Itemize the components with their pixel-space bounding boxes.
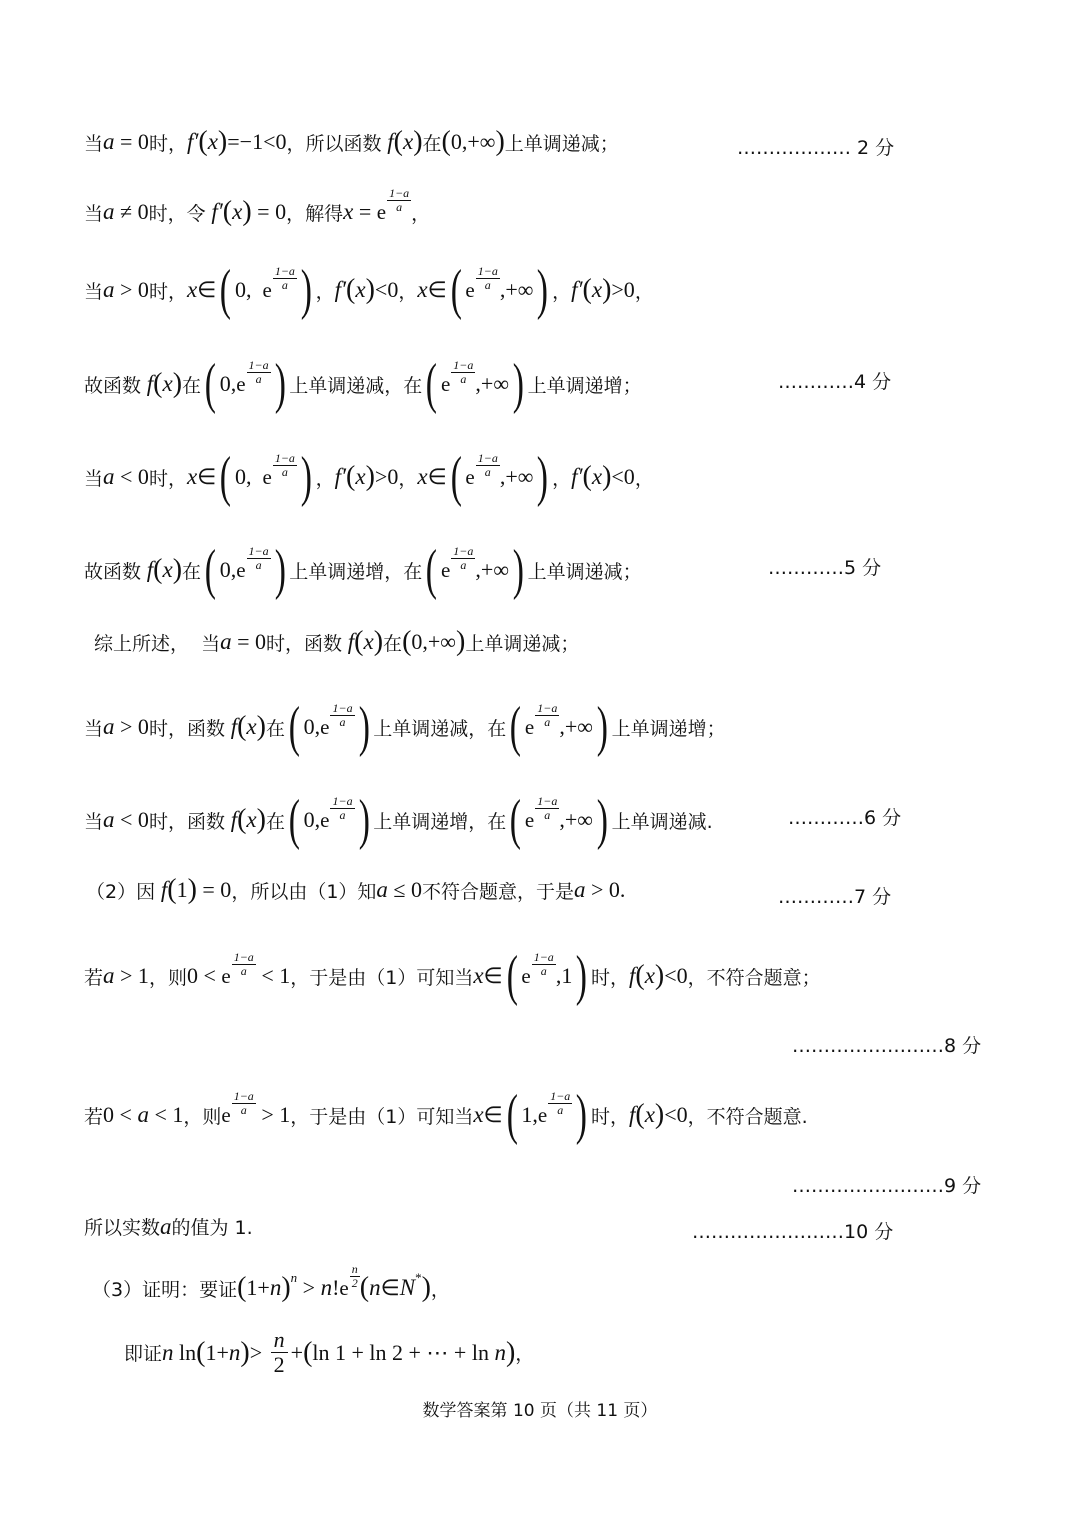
score-7: …………7 分	[778, 886, 892, 908]
line-5: 当 a < 0 时， x ∈ ( 0, e $\frac{1-a}{a}$ ) ， f′ ( x ) >0 ， x ∈ ( e $\frac{1-a}{a}$ ,+∞ ) ， f′ ( x ) <0 ，	[84, 446, 654, 508]
score-2: ……………… 2 分	[737, 137, 895, 159]
line-14: （3）证明：要证 ( 1+ n ) n > n ! e $\frac{n}{2}$ ( n ∈ N * ) ，	[92, 1261, 450, 1303]
line-13: 所以实数 a 的值为 1.	[84, 1213, 253, 1239]
line-9: 当 a < 0 时，函数 f ( x ) 在 ( 0, e $\frac{1-a}{a}$ ) 上单调递增，在 ( e $\frac{1-a}{a}$ ,+∞ ) 上单调递减.	[84, 789, 713, 851]
score-6: …………6 分	[788, 807, 902, 829]
page-footer: 数学答案第 10 页（共 11 页）	[422, 1401, 658, 1421]
fraction-n-over-2: n 2	[271, 1328, 288, 1377]
line-10: （2）因 f ( 1 ) = 0 ，所以由（1）知 a ≤ 0 不符合题意，于是 a > 0.	[86, 874, 626, 905]
line-6: 故函数 f ( x ) 在 ( 0, e $\frac{1-a}{a}$ ) 上单调递增，在 ( e $\frac{1-a}{a}$ ,+∞ ) 上单调递减；	[84, 539, 642, 601]
score-5: …………5 分	[768, 557, 882, 579]
line-12: 若 0 < a < 1 ，则 e $\frac{1-a}{a}$ > 1 ，于是由（1）可知当 x ∈ ( 1, e $\frac{1-a}{a}$ ) 时， f ( x ) <0 ，不符合题意.	[84, 1084, 808, 1146]
score-9: ……………………9 分	[792, 1175, 982, 1197]
score-10: ……………………10 分	[692, 1221, 894, 1243]
line-7: 综上所述， 当 a = 0 时，函数 f ( x ) 在 ( 0,+∞ ) 上单调递减；	[94, 626, 580, 657]
line-4: 故函数 f ( x ) 在 ( 0, e $\frac{1-a}{a}$ ) 上单调递减，在 ( e $\frac{1-a}{a}$ ,+∞ ) 上单调递增；	[84, 353, 642, 415]
line-1: 当 a = 0 时， f′ ( x ) =−1<0 ，所以函数 f ( x ) 在 ( 0,+∞ ) 上单调递减；	[84, 126, 619, 157]
line-15: 即证 n ln ( 1+ n ) > n 2 + ( ln 1 + ln 2 + ⋯ + ln n ) ，	[124, 1327, 535, 1377]
score-8: ……………………8 分	[792, 1035, 982, 1057]
line-3: 当 a > 0 时， x ∈ ( 0, e $\frac{1-a}{a}$ ) ， f′ ( x ) <0 ， x ∈ ( e $\frac{1-a}{a}$ ,+∞ ) ， f′ ( x ) >0 ，	[84, 259, 654, 321]
line-8: 当 a > 0 时，函数 f ( x ) 在 ( 0, e $\frac{1-a}{a}$ ) 上单调递减，在 ( e $\frac{1-a}{a}$ ,+∞ ) 上单调递增；	[84, 696, 726, 758]
line-11: 若 a > 1 ，则 0 < e $\frac{1-a}{a}$ < 1 ，于是由（1）可知当 x ∈ ( e $\frac{1-a}{a}$ ,1 ) 时， f ( x ) <0 ，不符合题意；	[84, 945, 821, 1007]
line-2: 当 a ≠ 0 时，令 f′ ( x ) = 0 ，解得 x = e $\frac{1-a}{a}$ ，	[84, 185, 431, 227]
score-4: …………4 分	[778, 371, 892, 393]
